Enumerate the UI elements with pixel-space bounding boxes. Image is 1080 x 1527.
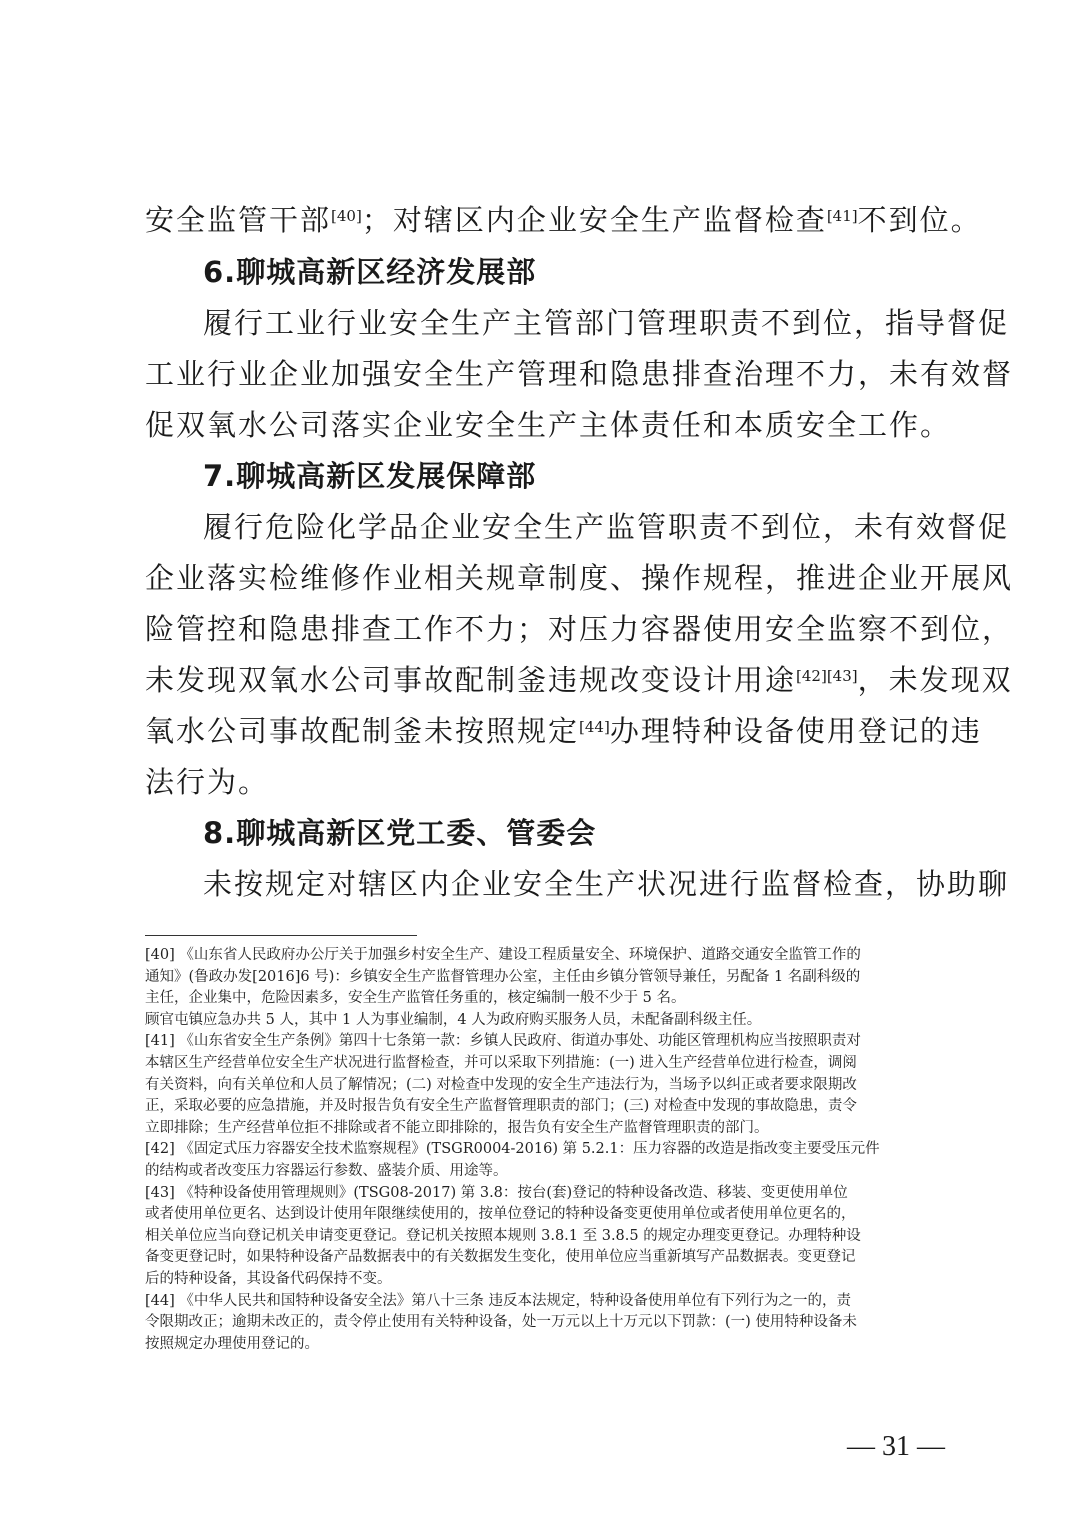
paragraph-line: 履行危险化学品企业安全生产监管职责不到位，未有效督促 [203,510,1010,544]
footnote-line: 令限期改正；逾期未改正的，责令停止使用有关特种设备，处一万元以上十万元以下罚款：(一) 使用特种设备未 [145,1314,857,1331]
footnote-line: 后的特种设备，其设备代码保持不变。 [145,1270,392,1287]
text-segment: 氧水公司事故配制釜未按照规定 [145,714,580,748]
footnote-line: 的结构或者改变压力容器运行参数、盛装介质、用途等。 [145,1162,508,1179]
section-heading-6: 6.聊城高新区经济发展部 [203,255,537,289]
paragraph-line: 促双氧水公司落实企业安全生产主体责任和本质安全工作。 [145,408,952,442]
text-segment: 未发现双氧水公司事故配制釜违规改变设计用途 [145,663,797,697]
footnote-line: 本辖区生产经营单位安全生产状况进行监督检查，并可以采取下列措施：(一) 进入生产经营单位进行检查，调阅 [145,1054,857,1071]
paragraph-line: 法行为。 [145,765,270,799]
paragraph-line [145,663,1013,697]
footnote-line: 主任，企业集中，危险因素多，安全生产监管任务重的，核定编制一般不少于 5 名。 [145,990,686,1007]
section-heading-7: 7.聊城高新区发展保障部 [203,459,537,493]
text-segment: ；对辖区内企业安全生产监督检查 [361,203,827,237]
footnote-ref-41[interactable]: [41] [826,207,858,225]
section-heading-8: 8.聊城高新区党工委、管委会 [203,816,597,850]
footnote-ref-44[interactable]: [44] [579,718,610,736]
text-segment: ，未发现双 [857,663,1013,697]
footnote-line: [41] 《山东省安全生产条例》第四十七条第一款：乡镇人民政府、街道办事处、功能区管理机构应当按照职责对 [145,1033,861,1050]
paragraph-line: 未按规定对辖区内企业安全生产状况进行监督检查，协助聊 [203,867,1010,901]
text-segment: 办理特种设备使用登记的违 [609,714,982,748]
paragraph-line: 履行工业行业安全生产主管部门管理职责不到位，指导督促 [203,306,1010,340]
paragraph-line [145,203,982,237]
footnote-line: [42] 《固定式压力容器安全技术监察规程》(TSGR0004-2016) 第 5.2.1：压力容器的改造是指改变主要受压元件 [145,1141,880,1158]
text-segment: 安全监管干部 [145,203,332,237]
paragraph-line: 险管控和隐患排查工作不力；对压力容器使用安全监察不到位， [145,612,1014,646]
page-number: — 31 — [847,1431,945,1462]
footnote-line: 立即排除；生产经营单位拒不排除或者不能立即排除的，报告负有安全生产监督管理职责的部门。 [145,1119,769,1136]
footnote-line: 相关单位应当向登记机关申请变更登记。登记机关按照本规则 3.8.1 至 3.8.5 的规定办理变更登记。办理特种设 [145,1227,861,1244]
paragraph-line: 工业行业企业加强安全生产管理和隐患排查治理不力，未有效督 [145,357,1014,391]
footnote-line: [44] 《中华人民共和国特种设备安全法》第八十三条 违反本法规定，特种设备使用单位有下列行为之一的，责 [145,1292,851,1309]
footnote-line: [40] 《山东省人民政府办公厅关于加强乡村安全生产、建设工程质量安全、环境保护、道路交通安全监管工作的 [145,947,861,963]
paragraph-line [145,714,982,748]
footnote-line: 或者使用单位更名、达到设计使用年限继续使用的，按单位登记的特种设备变更使用单位或者使用单位更名的， [145,1206,856,1223]
footnote-ref-42[interactable]: [42] [796,667,827,685]
footnote-line: 按照规定办理使用登记的。 [145,1335,319,1352]
text-segment: 不到位。 [857,203,982,237]
footnote-line: 有关资料，向有关单位和人员了解情况；(二) 对检查中发现的安全生产违法行为，当场予以纠正或者要求限期改 [145,1076,857,1093]
footnote-line: 通知》(鲁政办发[2016]6 号)：乡镇安全生产监督管理办公室，主任由乡镇分管领导兼任，另配备 1 名副科级的 [145,968,861,985]
footnote-ref-43[interactable]: [43] [826,667,858,685]
footnote-line: [43] 《特种设备使用管理规则》(TSG08-2017) 第 3.8：按台(套)登记的特种设备改造、移装、变更使用单位 [145,1184,848,1201]
footnotes [145,945,945,1355]
footnote-ref-40[interactable]: [40] [331,207,362,225]
footnote-divider [145,935,417,936]
footnote-line: 备变更登记时，如果特种设备产品数据表中的有关数据发生变化，使用单位应当重新填写产品数据表。变更登记 [145,1249,856,1266]
paragraph-line: 企业落实检维修作业相关规章制度、操作规程，推进企业开展风 [145,561,1014,595]
footnote-line: 正，采取必要的应急措施，并及时报告负有安全生产监督管理职责的部门；(三) 对检查中发现的事故隐患，责令 [145,1098,857,1115]
footnote-line: 顾官屯镇应急办共 5 人，其中 1 人为事业编制，4 人为政府购买服务人员，未配备副科级主任。 [145,1011,762,1028]
